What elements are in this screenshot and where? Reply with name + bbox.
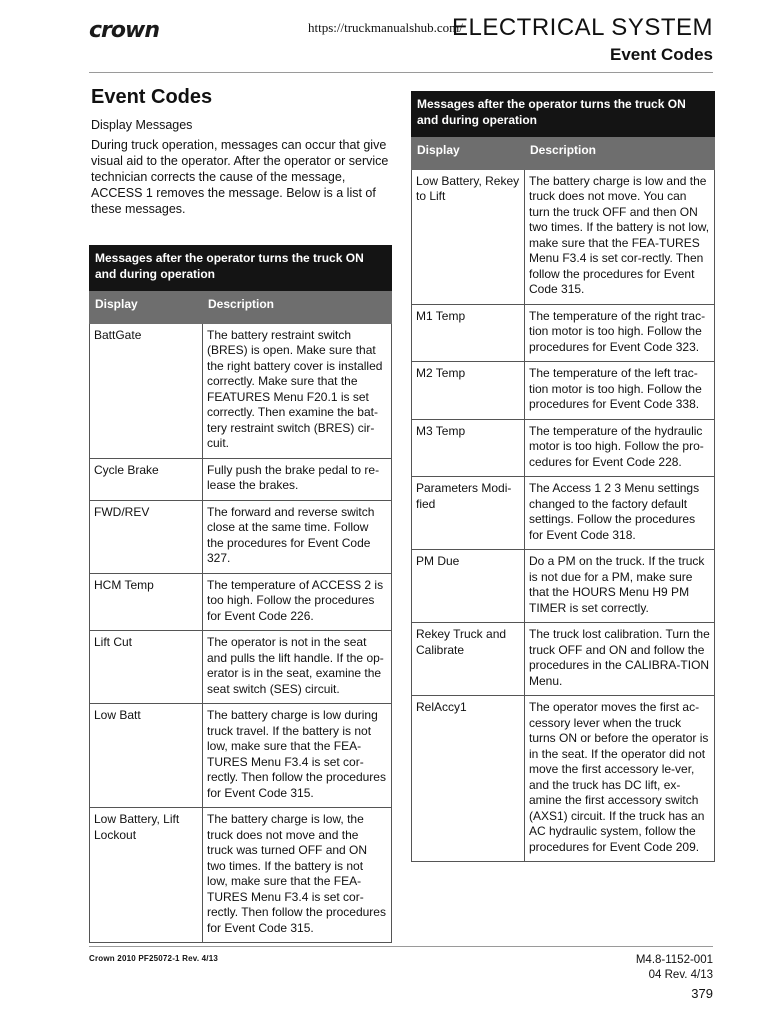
display-cell: Low Battery, Lift Lockout — [90, 808, 203, 943]
display-cell: M1 Temp — [412, 304, 525, 362]
description-cell: The battery charge is low, the truck does not move and the truck was turned OFF and ON two times. If the battery is not low, make sure that the FEA-TURES Menu F3.4 is set cor-rectly. Then follow the procedures for Event Code 315. — [203, 808, 392, 943]
column-header-description: Description — [525, 137, 715, 170]
display-cell: Lift Cut — [90, 631, 203, 704]
table-row — [412, 477, 715, 550]
description-cell: The temperature of the left trac-tion motor is too high. Follow the procedures for Event Code 338. — [525, 362, 715, 420]
event-table-right — [411, 91, 715, 862]
table-row — [90, 704, 392, 808]
table-row — [412, 169, 715, 304]
footer-doc-info — [636, 953, 713, 1001]
table-row — [90, 808, 392, 943]
description-cell: The Access 1 2 3 Menu settings changed to the factory default settings. Follow the procedures for Event Code 318. — [525, 477, 715, 550]
description-cell: The battery charge is low during truck travel. If the battery is not low, make sure that the FEA-TURES Menu F3.4 is set cor-rectly. Then follow the procedures for Event Code 315. — [203, 704, 392, 808]
description-cell: The temperature of ACCESS 2 is too high. Follow the procedures for Event Code 226. — [203, 573, 392, 631]
intro-paragraph: During truck operation, messages can occur that give visual aid to the operator. After the operator or service technician corrects the cause of the message, ACCESS 1 removes the message. Below is a list of these messages. — [91, 138, 389, 216]
site-url-link[interactable]: https://truckmanualshub.com/ — [308, 20, 463, 35]
column-header-display: Display — [412, 137, 525, 170]
display-cell: PM Due — [412, 550, 525, 623]
table-row — [412, 550, 715, 623]
table-row — [90, 323, 392, 458]
column-header-description: Description — [203, 291, 392, 324]
description-cell: The forward and reverse switch close at the same time. Follow the procedures for Event Code 327. — [203, 500, 392, 573]
table-row — [90, 631, 392, 704]
description-cell: The operator moves the first ac-cessory lever when the truck turns ON or before the operator is in the seat. If the operator did not move the first accessory le-ver, and the truck has DC lift, ex-amine the first accessory switch (AXS1) circuit. If the truck has an AC hydraulic system, follow the procedures for Event Code 209. — [525, 696, 715, 862]
display-cell: Rekey Truck and Calibrate — [412, 623, 525, 696]
display-cell: Parameters Modi-fied — [412, 477, 525, 550]
header-subsection-title: Event Codes — [610, 45, 713, 64]
section-title: ELECTRICAL SYSTEM — [451, 14, 713, 41]
table-row — [412, 304, 715, 362]
display-cell: M3 Temp — [412, 419, 525, 477]
description-cell: The temperature of the right trac-tion motor is too high. Follow the procedures for Event Code 323. — [525, 304, 715, 362]
table-row — [412, 696, 715, 862]
description-cell: The battery charge is low and the truck does not move. You can turn the truck OFF and then ON two times. If the battery is not low, make sure that the FEA-TURES Menu F3.4 is set cor-rectly. Then follow the procedures for Event Code 315. — [525, 169, 715, 304]
description-cell: Fully push the brake pedal to re-lease the brakes. — [203, 458, 392, 500]
header-divider — [89, 72, 713, 73]
display-messages-subhead: Display Messages — [91, 118, 193, 132]
description-cell: Do a PM on the truck. If the truck is not due for a PM, make sure that the HOURS Menu H9 PM TIMER is set correctly. — [525, 550, 715, 623]
crown-logo: crown — [89, 18, 159, 43]
table-row — [90, 458, 392, 500]
display-cell: Low Battery, Rekey to Lift — [412, 169, 525, 304]
description-cell: The truck lost calibration. Turn the truck OFF and ON and follow the procedures in the CALIBRA-TION Menu. — [525, 623, 715, 696]
page-title: Event Codes — [91, 86, 213, 108]
display-cell: M2 Temp — [412, 362, 525, 420]
footer-doc-number: M4.8-1152-001 — [635, 954, 713, 966]
table-caption: Messages after the operator turns the truck ON and during operation — [90, 246, 392, 291]
description-cell: The temperature of the hydraulic motor is too high. Follow the pro-cedures for Event Code 228. — [525, 419, 715, 477]
table-row — [412, 623, 715, 696]
display-cell: Low Batt — [90, 704, 203, 808]
event-table-left — [89, 245, 392, 943]
page-number: 379 — [691, 986, 713, 1001]
table-row — [412, 419, 715, 477]
display-cell: HCM Temp — [90, 573, 203, 631]
footer-copyright: Crown 2010 PF25072-1 Rev. 4/13 — [89, 954, 219, 963]
table-row — [90, 573, 392, 631]
table-caption: Messages after the operator turns the truck ON and during operation — [412, 92, 715, 137]
display-cell: BattGate — [90, 323, 203, 458]
table-row — [412, 362, 715, 420]
display-cell: FWD/REV — [90, 500, 203, 573]
column-header-display: Display — [90, 291, 203, 324]
footer-revision: 04 Rev. 4/13 — [648, 969, 713, 981]
table-row — [90, 500, 392, 573]
display-cell: RelAccy1 — [412, 696, 525, 862]
display-cell: Cycle Brake — [90, 458, 203, 500]
footer-divider — [89, 946, 713, 947]
description-cell: The operator is not in the seat and pulls the lift handle. If the op-erator is in the seat, examine the seat switch (SES) circuit. — [203, 631, 392, 704]
description-cell: The battery restraint switch (BRES) is open. Make sure that the right battery cover is installed correctly. Make sure that the FEATURES Menu F20.1 is set correctly. Then examine the bat-tery restraint switch (BRES) cir-cuit. — [203, 323, 392, 458]
